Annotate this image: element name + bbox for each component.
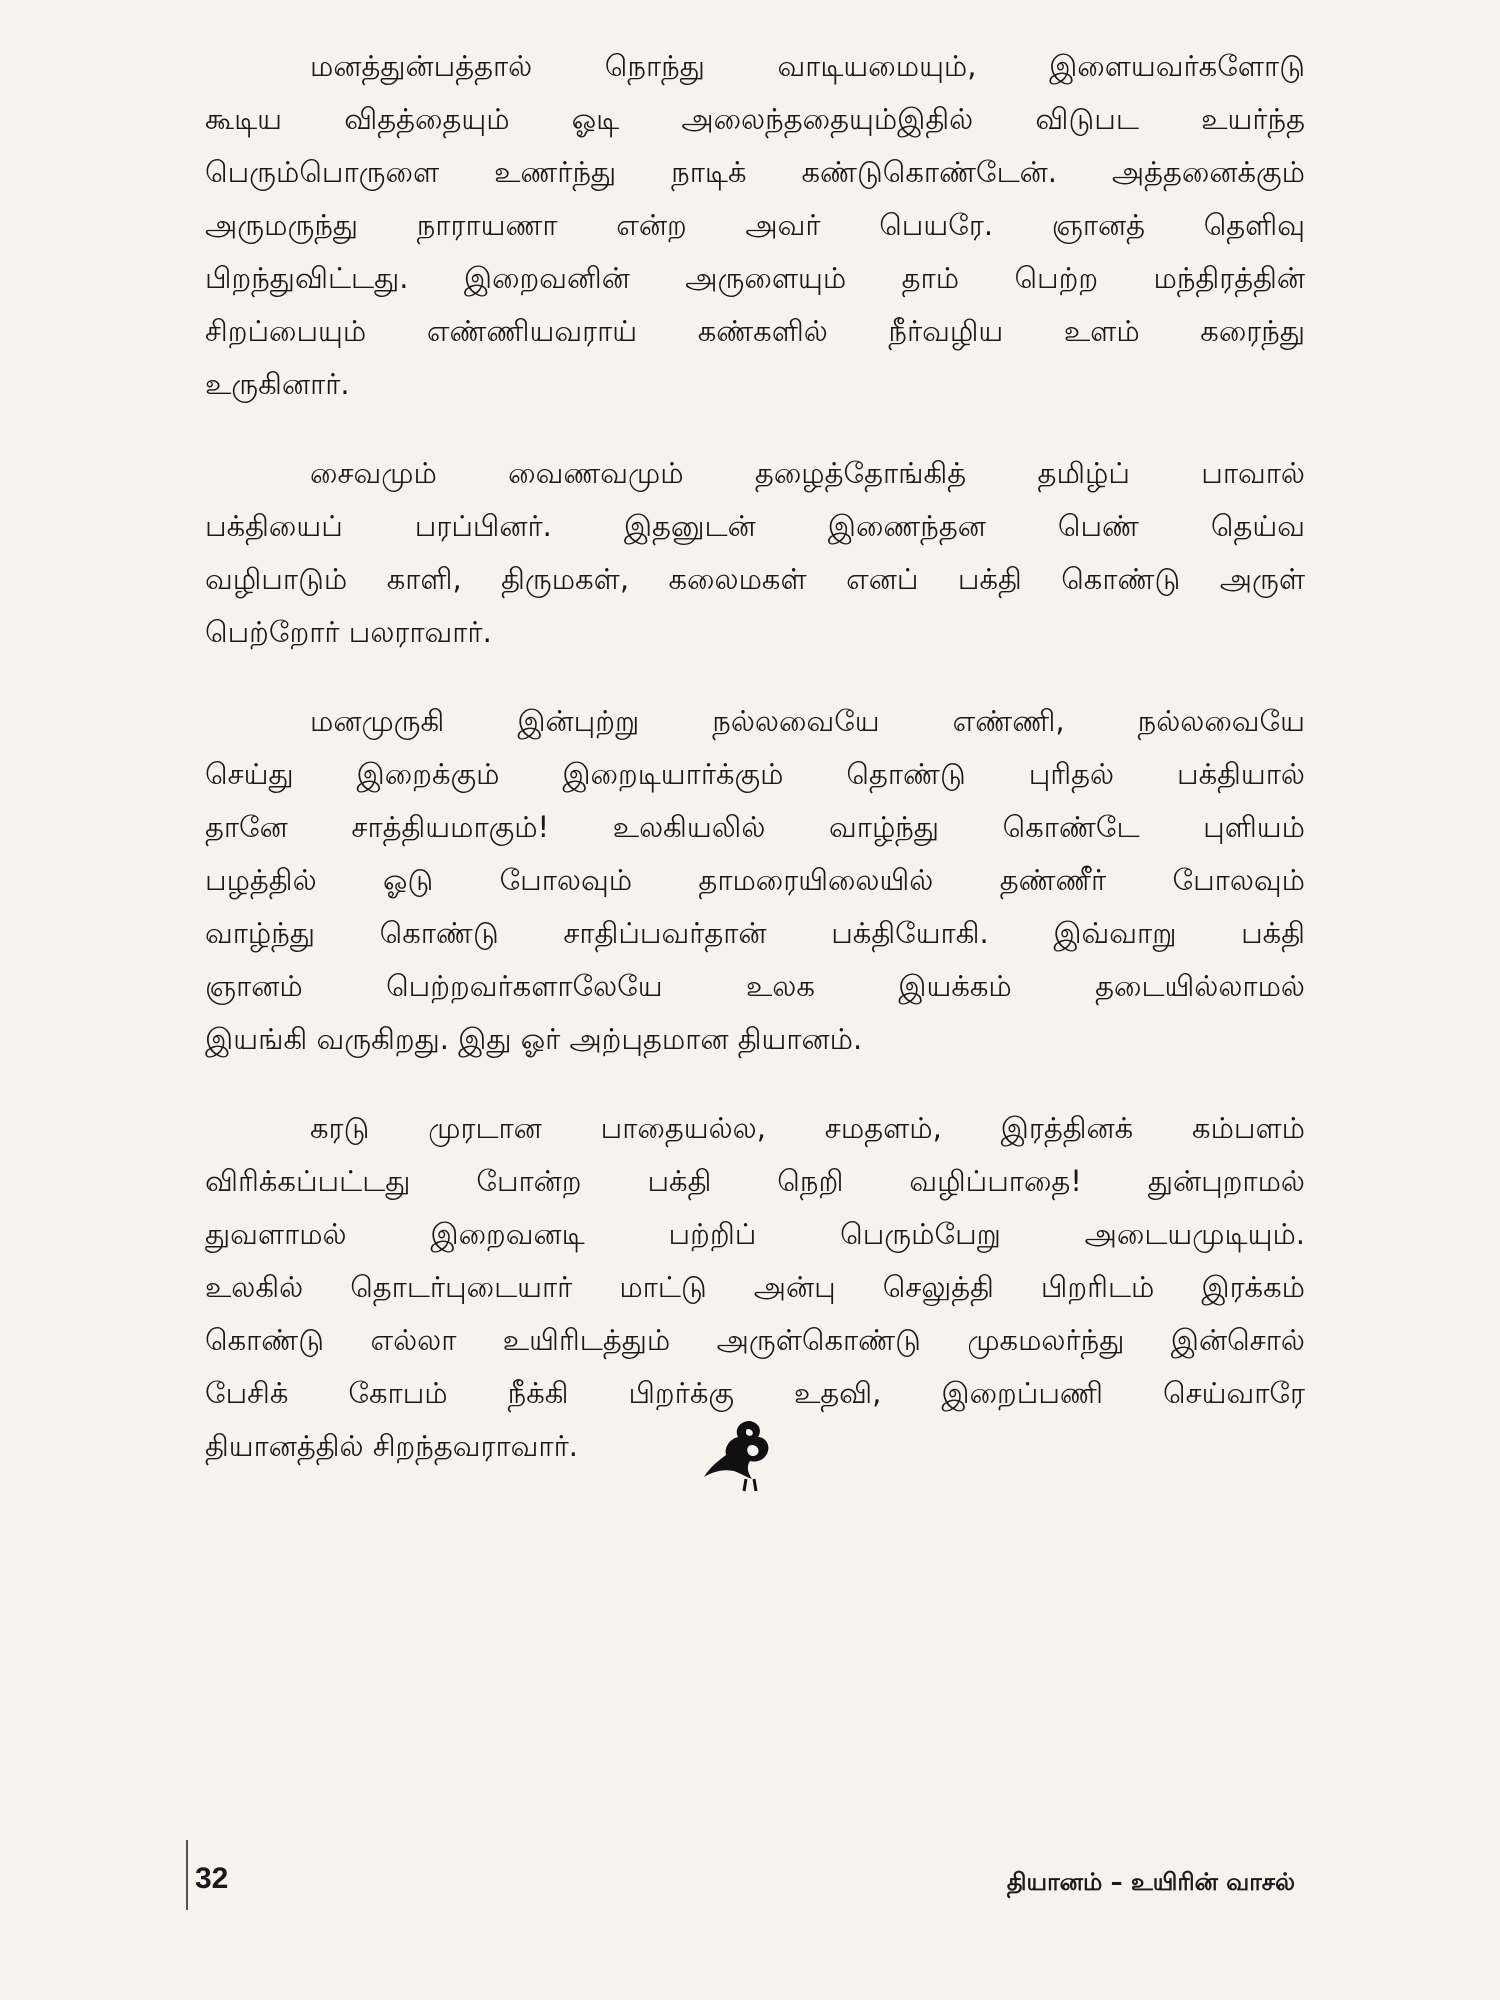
text-line: விரிக்கப்பட்டது போன்ற பக்தி நெறி வழிப்பாதை! துன்புறாமல் (205, 1164, 1305, 1198)
paragraph-3 (205, 695, 1305, 1066)
text-line: உருகினார். (205, 367, 350, 401)
text-line: அருமருந்து நாராயணா என்ற அவர் பெயரே. ஞானத் தெளிவு (205, 208, 1305, 242)
text-line: செய்து இறைக்கும் இறைடியார்க்கும் தொண்டு புரிதல் பக்தியால் (205, 757, 1305, 791)
text-line: துவளாமல் இறைவனடி பற்றிப் பெரும்பேறு அடையமுடியும். (205, 1217, 1305, 1251)
paragraph-1 (205, 40, 1305, 411)
text-line: பெற்றோர் பலராவார். (205, 615, 492, 649)
text-line: வாழ்ந்து கொண்டு சாதிப்பவர்தான் பக்தியோகி. இவ்வாறு பக்தி (205, 916, 1305, 950)
text-line: ஞானம் பெற்றவர்களாலேயே உலக இயக்கம் தடையில்லாமல் (205, 969, 1305, 1003)
page-number: 32 (195, 1862, 229, 1895)
text-line: மனத்துன்பத்தால் நொந்து வாடியமையும், இளையவர்களோடு (310, 49, 1305, 83)
text-line: கூடிய விதத்தையும் ஓடி அலைந்ததையும்இதில் விடுபட உயர்ந்த (205, 102, 1305, 136)
text-line: வழிபாடும் காளி, திருமகள், கலைமகள் எனப் பக்தி கொண்டு அருள் (205, 562, 1305, 596)
text-line: சிறப்பையும் எண்ணியவராய் கண்களில் நீர்வழிய உளம் கரைந்து (205, 314, 1305, 348)
text-line: உலகில் தொடர்புடையார் மாட்டு அன்பு செலுத்தி பிறரிடம் இரக்கம் (205, 1270, 1305, 1304)
text-line: பேசிக் கோபம் நீக்கி பிறர்க்கு உதவி, இறைப்பணி செய்வாரே (205, 1376, 1305, 1410)
text-line: பிறந்துவிட்டது. இறைவனின் அருளையும் தாம் பெற்ற மந்திரத்தின் (205, 261, 1305, 295)
text-line: இயங்கி வருகிறது. இது ஓர் அற்புதமான தியானம். (205, 1022, 863, 1056)
text-line: கரடு முரடான பாதையல்ல, சமதளம், இரத்தினக் கம்பளம் (310, 1111, 1305, 1145)
text-line: சைவமும் வைணவமும் தழைத்தோங்கித் தமிழ்ப் பாவால் (310, 456, 1305, 490)
margin-rule (186, 1840, 188, 1910)
text-line: பக்தியைப் பரப்பினர். இதனுடன் இணைந்தன பெண் தெய்வ (205, 509, 1305, 543)
running-footer-title: தியானம் – உயிரின் வாசல் (1006, 1868, 1295, 1896)
page-body (205, 40, 1305, 1509)
text-line: பழத்தில் ஓடு போலவும் தாமரையிலையில் தண்ணீர் போலவும் (205, 863, 1305, 897)
bird-ornament-icon (700, 1415, 790, 1495)
text-line: தானே சாத்தியமாகும்! உலகியலில் வாழ்ந்து கொண்டே புளியம் (205, 810, 1305, 844)
text-line: பெரும்பொருளை உணர்ந்து நாடிக் கண்டுகொண்டேன். அத்தனைக்கும் (205, 155, 1305, 189)
paragraph-2 (205, 447, 1305, 659)
text-line: கொண்டு எல்லா உயிரிடத்தும் அருள்கொண்டு முகமலர்ந்து இன்சொல் (205, 1323, 1305, 1357)
text-line: தியானத்தில் சிறந்தவராவார். (205, 1429, 578, 1463)
text-line: மனமுருகி இன்புற்று நல்லவையே எண்ணி, நல்லவையே (310, 704, 1305, 738)
